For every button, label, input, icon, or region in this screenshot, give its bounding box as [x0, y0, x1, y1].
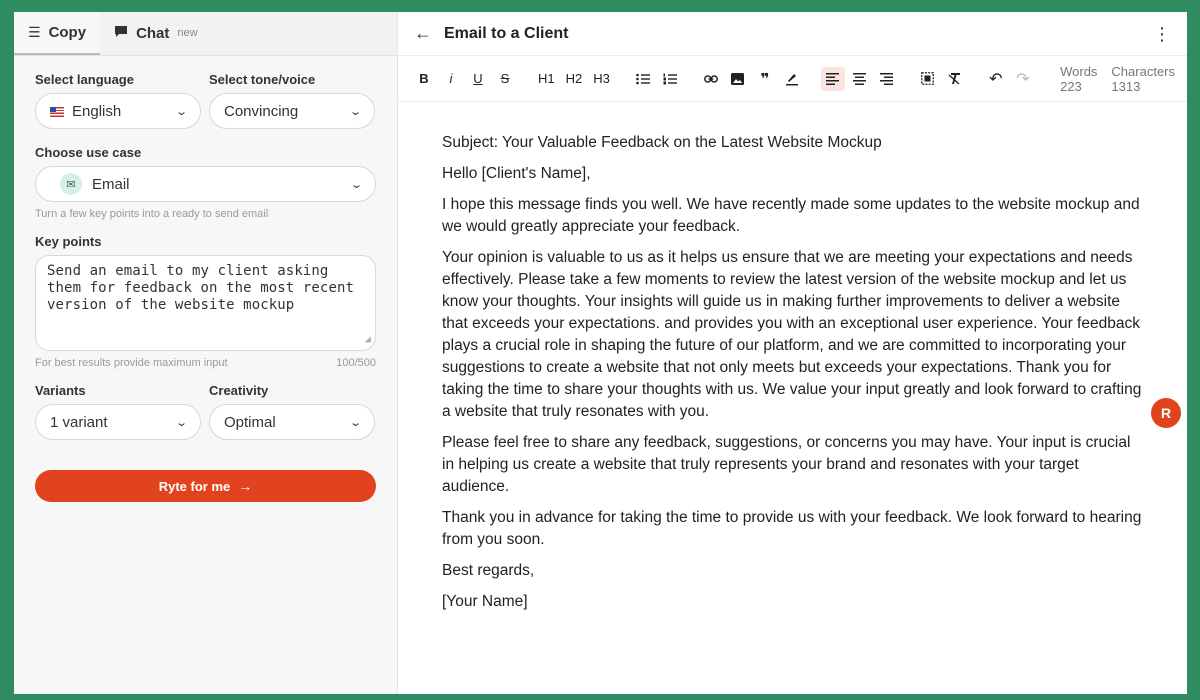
language-select[interactable] [35, 93, 201, 129]
email-icon: ✉ [60, 173, 82, 195]
quote-icon[interactable]: ❞ [760, 70, 770, 88]
usecase-value: Email [92, 175, 130, 193]
tab-bar [14, 12, 397, 56]
chevron-down-icon: ⌄ [174, 105, 188, 118]
underline-button[interactable]: U [473, 71, 483, 86]
us-flag-icon [50, 107, 64, 117]
creativity-value: Optimal [224, 413, 276, 431]
back-arrow-icon[interactable]: ← [414, 23, 432, 43]
align-right-icon[interactable] [875, 67, 899, 91]
bullet-list-icon[interactable] [631, 67, 655, 91]
keypoints-hint: For best results provide maximum input [35, 357, 228, 369]
italic-button[interactable]: i [449, 71, 453, 86]
variants-label: Variants [35, 383, 86, 398]
tone-value: Convincing [224, 102, 299, 120]
highlight-pen-icon[interactable] [780, 67, 804, 91]
h3-button[interactable]: H3 [593, 71, 610, 86]
tone-label: Select tone/voice [209, 72, 316, 87]
h1-button[interactable]: H1 [538, 71, 555, 86]
keypoints-value: Send an email to my client asking them for feedback on the most recent version of the website mockup [47, 263, 355, 313]
email-paragraph: I hope this message finds you well. We have recently made some updates to the website mockup and we would greatly appreciate your feedback. [442, 196, 1140, 235]
keypoints-textarea[interactable] [35, 255, 376, 351]
creativity-select[interactable] [209, 404, 375, 440]
arrow-right-icon: → [238, 478, 253, 494]
tab-copy-label: Copy [48, 23, 87, 41]
cta-label: Ryte for me [158, 478, 231, 494]
image-icon[interactable] [726, 67, 750, 91]
numbered-list-icon[interactable] [658, 67, 682, 91]
more-vertical-icon[interactable]: ⋮ [1153, 23, 1171, 44]
link-icon[interactable] [699, 67, 723, 91]
text-counters [1060, 64, 1175, 94]
strikethrough-button[interactable]: S [500, 71, 510, 86]
chevron-down-icon: ⌄ [349, 178, 363, 191]
tab-chat-label: Chat [136, 24, 170, 42]
tone-select[interactable] [209, 93, 375, 129]
variants-select[interactable] [35, 404, 201, 440]
page-title: Email to a Client [444, 24, 569, 42]
align-left-icon[interactable] [821, 67, 845, 91]
chat-icon [114, 25, 128, 41]
characters-label: Characters [1111, 64, 1175, 79]
rytr-assistant-button[interactable]: R [1151, 398, 1181, 428]
h2-button[interactable]: H2 [565, 71, 583, 86]
creativity-label: Creativity [209, 383, 269, 398]
formatting-toolbar [398, 56, 1187, 102]
editor-panel [398, 12, 1187, 694]
select-all-icon[interactable] [916, 67, 940, 91]
usecase-hint: Turn a few key points into a ready to send email [35, 208, 269, 220]
menu-icon: ☰ [28, 23, 41, 40]
email-signoff: Best regards, [442, 562, 535, 579]
usecase-label: Choose use case [35, 145, 142, 160]
left-panel [14, 12, 398, 694]
characters-value: 1313 [1111, 79, 1141, 94]
tab-copy[interactable] [14, 12, 100, 55]
email-paragraph: Please feel free to share any feedback, suggestions, or concerns you may have. Your input is crucial in helping us create a website that truly represents your brand and resonates with your target audience. [442, 434, 1131, 495]
editor-header [398, 12, 1187, 56]
bold-button[interactable]: B [419, 71, 429, 86]
keypoints-label: Key points [35, 234, 102, 249]
email-paragraph: Your opinion is valuable to us as it helps us ensure that we are meeting your expectations and needs effectively. Please take a few moments to review the latest version of the website mockup and let us know your thoughts. Your insights will guide us in making further improvements to deliver a website that exceeds your expectations. and provides you with an exceptional user experience. Your feedback plays a crucial role in shaping the future of our platform, and we are committed to incorporating your suggestions to create a website that not only meets but exceeds your expectations. Thank you for taking the time to share your thoughts with us. We value your input greatly and look forward to crafting a website that truly resonates with you. [442, 249, 1142, 420]
chevron-down-icon: ⌄ [174, 416, 188, 429]
language-label: Select language [35, 72, 134, 87]
variants-value: 1 variant [50, 413, 108, 431]
tab-chat[interactable] [100, 12, 212, 55]
new-badge: new [177, 27, 198, 39]
resize-handle-icon[interactable]: ◢ [364, 334, 371, 345]
language-value: English [72, 102, 122, 120]
chevron-down-icon: ⌄ [348, 416, 362, 429]
email-greeting: Hello [Client's Name], [442, 165, 591, 182]
redo-icon[interactable]: ↷ [1016, 70, 1030, 88]
chevron-down-icon: ⌄ [348, 105, 362, 118]
editor-content[interactable] [398, 102, 1187, 613]
usecase-select[interactable] [35, 166, 376, 202]
email-signature: [Your Name] [442, 593, 528, 610]
keypoints-count: 100/500 [336, 357, 376, 369]
words-label: Words [1060, 64, 1098, 79]
ryte-for-me-button[interactable] [35, 470, 376, 502]
align-center-icon[interactable] [848, 67, 872, 91]
words-value: 223 [1060, 79, 1082, 94]
app-window [14, 12, 1187, 694]
undo-icon[interactable]: ↶ [989, 70, 1003, 88]
clear-format-icon[interactable] [943, 67, 967, 91]
email-paragraph: Thank you in advance for taking the time to provide us with your feedback. We look forward to hearing from you soon. [442, 509, 1142, 548]
email-subject: Subject: Your Valuable Feedback on the Latest Website Mockup [442, 134, 882, 151]
